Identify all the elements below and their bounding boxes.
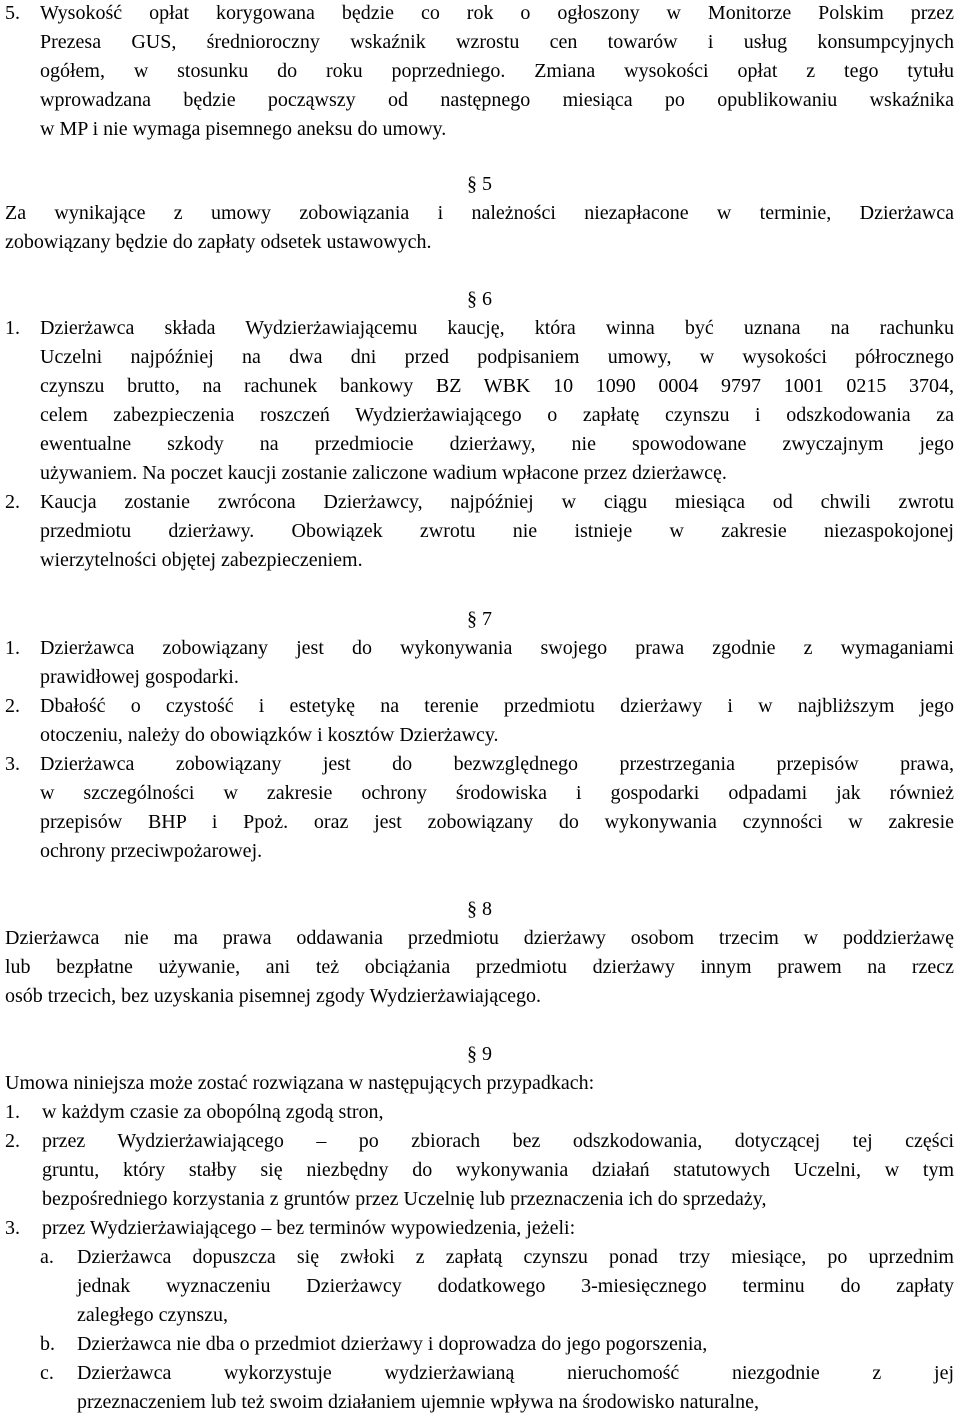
text-line: Dzierżawca dopuszcza się zwłoki z zapłatą czynszu ponad trzy miesiące, po uprzednim: [77, 1246, 954, 1268]
list-item: [5, 0, 954, 144]
list-item: [5, 1098, 954, 1127]
item-number: 2.: [5, 1130, 20, 1152]
item-number: 2.: [5, 695, 20, 717]
text-line: prawidłowej gospodarki.: [40, 666, 239, 688]
text-line: lub bezpłatne używanie, ani też obciążania przedmiotu dzierżawy innym prawem na rzecz: [5, 956, 954, 978]
item-number: 1.: [5, 317, 20, 339]
item-number: 5.: [5, 2, 20, 24]
text-line: czynszu brutto, na rachunek bankowy BZ WBK 10 1090 0004 9797 1001 0215 3704,: [40, 375, 954, 397]
text-line: w MP i nie wymaga pisemnego aneksu do umowy.: [40, 118, 447, 140]
text-line: Dzierżawca zobowiązany jest do wykonywania swojego prawa zgodnie z wymaganiami: [40, 637, 954, 659]
list-item: [5, 634, 954, 692]
list-item: [5, 750, 954, 866]
text-line: w szczególności w zakresie ochrony środowiska i gospodarki odpadami jak również: [40, 782, 954, 804]
text-line: Dzierżawca składa Wydzierżawiającemu kaucję, która winna być uznana na rachunku: [40, 317, 954, 339]
text-line: w każdym czasie za obopólną zgodą stron,: [42, 1101, 384, 1123]
list-item: [5, 1127, 954, 1214]
text-line: wprowadzana będzie począwszy od następnego miesiąca po opublikowaniu wskaźnika: [40, 89, 954, 111]
text-line: używaniem. Na poczet kaucji zostanie zaliczone wadium wpłacone przez dzierżawcę.: [40, 462, 727, 484]
text-line: Umowa niniejsza może zostać rozwiązana w następujących przypadkach:: [5, 1072, 595, 1094]
section-heading-8: § 8: [467, 898, 492, 920]
list-item: [5, 488, 954, 575]
text-line: Prezesa GUS, średnioroczny wskaźnik wzrostu cen towarów i usług konsumpcyjnych: [40, 31, 954, 53]
text-line: ochrony przeciwpożarowej.: [40, 840, 263, 862]
item-letter: c.: [40, 1362, 54, 1384]
text-line: Za wynikające z umowy zobowiązania i należności niezapłacone w terminie, Dzierżawca: [5, 202, 954, 224]
text-line: Dzierżawca zobowiązany jest do bezwzględnego przestrzegania przepisów prawa,: [40, 753, 954, 775]
text-line: Dzierżawca nie dba o przedmiot dzierżawy i doprowadza do jego pogorszenia,: [77, 1333, 708, 1355]
text-line: jednak wyznaczeniu Dzierżawcy dodatkowego 3-miesięcznego terminu do zapłaty: [77, 1275, 954, 1297]
text-line: przez Wydzierżawiającego – po zbiorach bez odszkodowania, dotyczącej tej części: [42, 1130, 954, 1152]
text-line: otoczeniu, należy do obowiązków i kosztów Dzierżawcy.: [40, 724, 499, 746]
sub-list-item: [40, 1330, 954, 1359]
sub-list-item: [40, 1359, 954, 1417]
text-line: Dzierżawca nie ma prawa oddawania przedmiotu dzierżawy osobom trzecim w poddzierżawę: [5, 927, 954, 949]
text-line: przedmiotu dzierżawy. Obowiązek zwrotu nie istnieje w zakresie niezaspokojonej: [40, 520, 954, 542]
text-line: Dbałość o czystość i estetykę na terenie przedmiotu dzierżawy i w najbliższym jego: [40, 695, 954, 717]
list-item: [5, 692, 954, 750]
list-item: [5, 1214, 954, 1243]
item-number: 2.: [5, 491, 20, 513]
text-line: zobowiązany będzie do zapłaty odsetek ustawowych.: [5, 231, 432, 253]
text-line: Wysokość opłat korygowana będzie co rok o ogłoszony w Monitorze Polskim przez: [40, 2, 954, 24]
item-number: 3.: [5, 1217, 20, 1239]
text-line: przez Wydzierżawiającego – bez terminów wypowiedzenia, jeżeli:: [42, 1217, 576, 1239]
item-number: 3.: [5, 753, 20, 775]
text-line: Uczelni najpóźniej na dwa dni przed podpisaniem umowy, w wysokości półrocznego: [40, 346, 954, 368]
list-item: [5, 314, 954, 488]
section-heading-7: § 7: [467, 608, 492, 630]
text-line: zaległego czynszu,: [77, 1304, 229, 1326]
text-line: osób trzecich, bez uzyskania pisemnej zgody Wydzierżawiającego.: [5, 985, 541, 1007]
text-line: gruntu, który stałby się niezbędny do wykonywania działań statutowych Uczelni, w tym: [42, 1159, 954, 1181]
item-letter: a.: [40, 1246, 54, 1268]
text-line: ogółem, w stosunku do roku poprzedniego. Zmiana wysokości opłat z tego tytułu: [40, 60, 954, 82]
item-number: 1.: [5, 1101, 20, 1123]
text-line: przepisów BHP i Ppoż. oraz jest zobowiązany do wykonywania czynności w zakresie: [40, 811, 954, 833]
text-line: Dzierżawca wykorzystuje wydzierżawianą nieruchomość niezgodnie z jej: [77, 1362, 954, 1384]
text-line: celem zabezpieczenia roszczeń Wydzierżawiającego o zapłatę czynszu i odszkodowania za: [40, 404, 954, 426]
sub-list-item: [40, 1243, 954, 1330]
item-number: 1.: [5, 637, 20, 659]
item-letter: b.: [40, 1333, 55, 1355]
text-line: bezpośredniego korzystania z gruntów przez Uczelnię lub przeznaczenia ich do sprzedaży,: [42, 1188, 767, 1210]
text-line: Kaucja zostanie zwrócona Dzierżawcy, najpóźniej w ciągu miesiąca od chwili zwrotu: [40, 491, 954, 513]
section-heading-9: § 9: [467, 1043, 492, 1065]
text-line: ewentualne szkody na przedmiocie dzierżawy, nie spowodowane zwyczajnym jego: [40, 433, 954, 455]
section-heading-6: § 6: [467, 288, 492, 310]
text-line: przeznaczeniem lub też swoim działaniem ujemnie wpływa na środowisko naturalne,: [77, 1391, 759, 1413]
section-heading-5: § 5: [467, 173, 492, 195]
text-line: wierzytelności objętej zabezpieczeniem.: [40, 549, 363, 571]
